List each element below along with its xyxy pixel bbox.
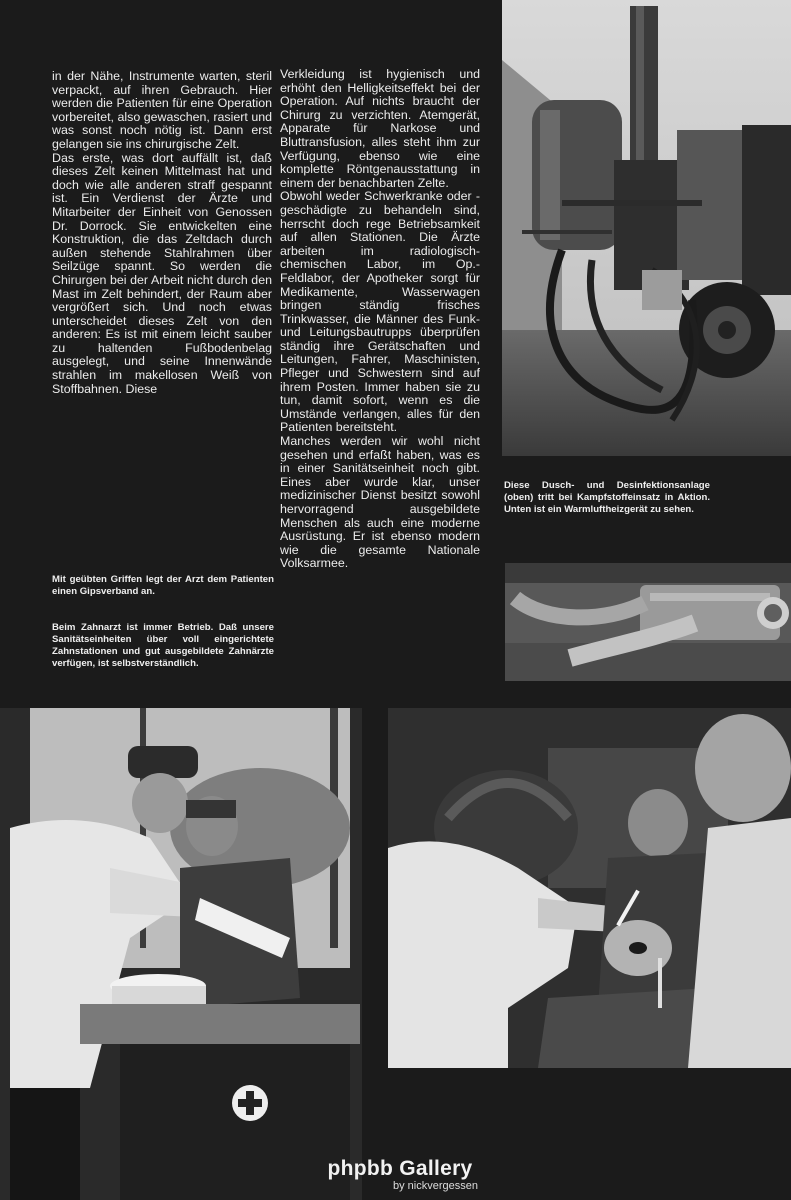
article-paragraph: Das erste, was dort auffällt ist, daß dieses Zelt keinen Mittelmast hat und doch wie alle anderen straff gespannt ist. Ein Verdienst der Ärzte und Mitarbeiter der Einheit von Genossen Dr. Dorrock. Sie entwickelten eine Konstruktion, die das Zeltdach durch außen stehende Stahlrahmen über Seilzüge spannt. So werden die Chirurgen bei der Arbeit nicht durch den Mast im Zelt behindert, der Raum aber vergrößert sich. Und noch etwas unterscheidet dieses Zelt von den anderen: Es ist mit einem leicht sauber zu haltenden Fußbodenbelag ausgelegt, und seine Innenwände strahlen im makellosen Weiß von Stoffbahnen. Diese <box>52 150 272 396</box>
watermark-subtitle: by nickvergessen <box>393 1180 478 1192</box>
photo-decontamination-unit <box>502 0 791 456</box>
caption-plaster-cast: Mit geübten Griffen legt der Arzt dem Patienten einen Gipsverband an. <box>52 574 274 597</box>
watermark-title: phpbb Gallery <box>327 1157 473 1180</box>
article-column-1 <box>52 70 272 396</box>
article-column-2 <box>280 68 480 571</box>
article-paragraph: in der Nähe, Instrumente warten, steril verpackt, auf ihren Gebrauch. Hier werden die Patienten für eine Operation vorbereitet, also gewaschen, rasiert und was sonst noch nötig ist. Dann erst gelangen sie ins chirurgische Zelt. <box>52 69 272 151</box>
photo-plaster-cast-graphic <box>0 708 362 1200</box>
article-paragraph: Manches werden wir wohl nicht gesehen und erfaßt haben, was es in einer Sanitätseinheit noch gibt. Eines aber wurde klar, unser medizinischer Dienst besitzt sowohl hervorragend ausgebildete Menschen als auch eine moderne Ausrüstung. Er ist ebenso modern wie die gesamte Nationale Volksarmee. <box>280 434 480 571</box>
gallery-watermark <box>300 1158 500 1192</box>
photo-dentist <box>388 708 791 1068</box>
photo-dentist-graphic <box>388 708 791 1068</box>
article-paragraph: Verkleidung ist hygienisch und erhöht den Helligkeitseffekt bei der Operation. Auf nichts braucht der Chirurg zu verzichten. Atemgerät, Apparate für Narkose und Bluttransfusion, alles steht ihm zur Verfügung, ebenso wie eine komplette Röntgenausstattung in einem der benachbarten Zelte. <box>280 67 480 190</box>
photo-warm-air-heater <box>505 563 791 681</box>
photo-plaster-cast <box>0 708 362 1200</box>
caption-dentist: Beim Zahnarzt ist immer Betrieb. Daß unsere Sanitätseinheiten über voll eingerichtete Zahnstationen und gut ausgebildete Zahnärzte verfügen, ist selbstverständlich. <box>52 622 274 669</box>
photo-decontamination-unit-graphic <box>502 0 791 456</box>
photo-warm-air-heater-graphic <box>505 563 791 681</box>
caption-shower-unit: Diese Dusch- und Desinfektionsanlage (oben) tritt bei Kampfstoffeinsatz in Aktion. Unten ist ein Warmluftheizgerät zu sehen. <box>504 480 710 515</box>
article-paragraph: Obwohl weder Schwerkranke oder -geschädigte zu behandeln sind, herrscht doch rege Betriebsamkeit auf allen Stationen. Die Ärzte arbeiten im radiologisch-chemischen Labor, im Op.-Feldlabor, der Apotheker sorgt für Medikamente, Wasserwagen bringen ständig frisches Trinkwasser, die Männer des Funk- und Leitungsbautrupps überprüfen ständig ihre Gerätschaften und Leitungen, Fahrer, Maschinisten, Pfleger und Schwestern sind auf ihrem Posten. Immer haben sie zu tun, damit sofort, wenn es die Umstände verlangen, alles für den Patienten bereitsteht. <box>280 189 480 435</box>
